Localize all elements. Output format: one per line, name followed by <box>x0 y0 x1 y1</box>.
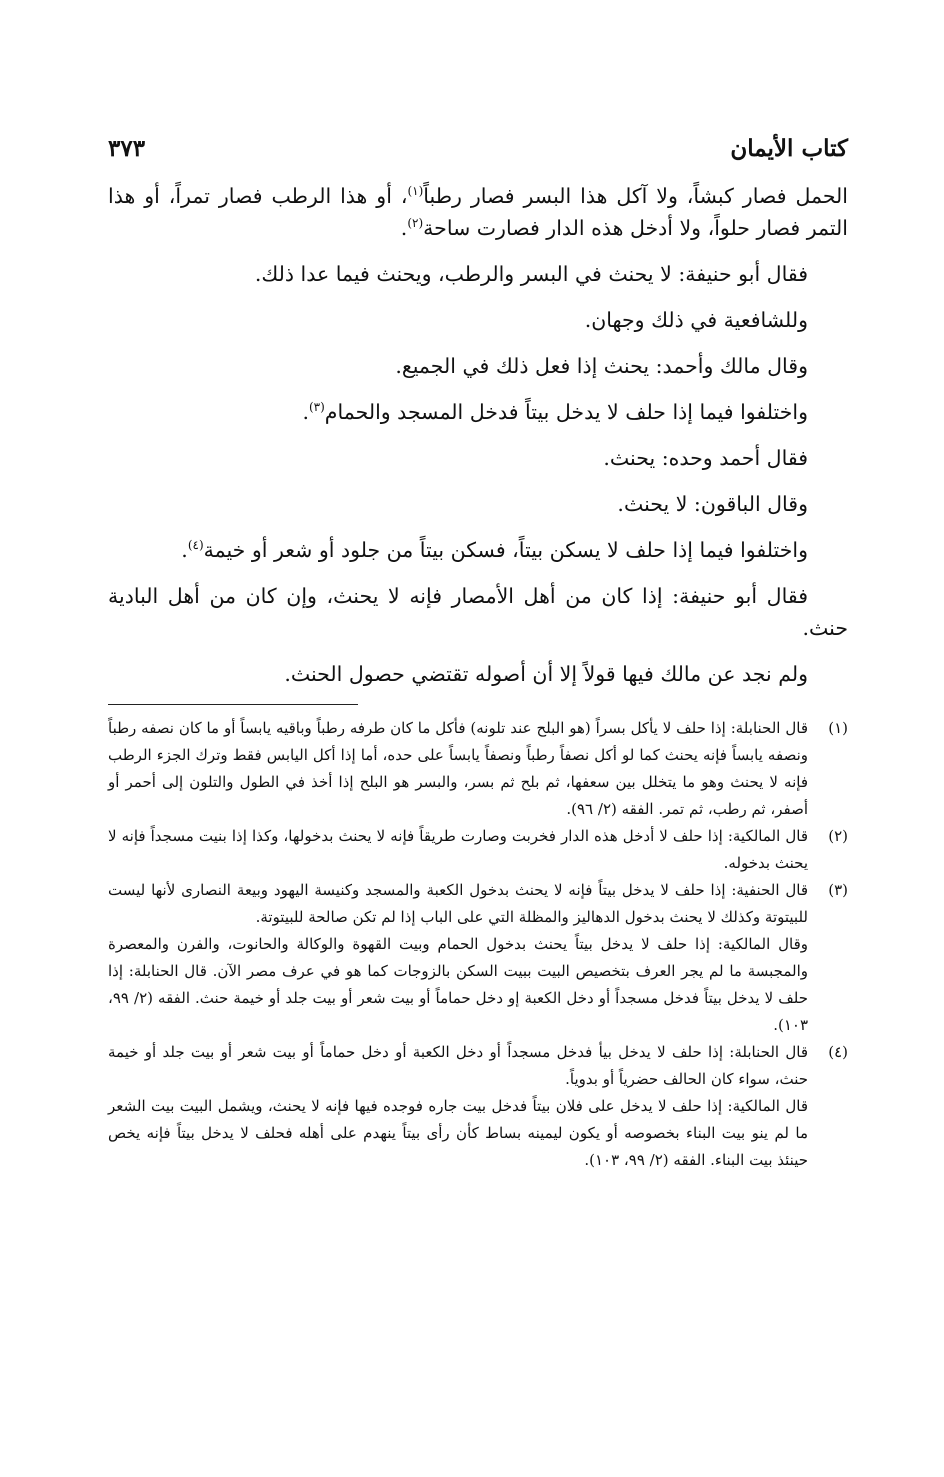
paragraph-4: وقال مالك وأحمد: يحنث إذا فعل ذلك في الجميع. <box>395 354 808 378</box>
footnote-paragraph: قال الحنفية: إذا حلف لا يدخل بيتاً فإنه لا يحنث بدخول الكعبة والمسجد وكنيسة اليهود وبيعة النصارى لأنها ليست للبيتوتة وكذلك لا يحنث بدخول الدهاليز والمظلة التي على الباب إذا لم تكن صالحة للبيتوتة. <box>108 881 808 926</box>
paragraph-1-part-1: الحمل فصار كبشاً، ولا آكل هذا البسر فصار رطباً <box>423 184 848 208</box>
footnote-ref-3: (٣) <box>308 400 325 415</box>
paragraph-9: فقال أبو حنيفة: إذا كان من أهل الأمصار فإنه لا يحنث، وإن كان من أهل البادية حنث. <box>108 584 848 640</box>
footnote-divider <box>108 704 358 705</box>
paragraph-1-part-2: ، أو هذا الرطب فصار تمراً، أو هذا التمر فصار حلواً، ولا أدخل هذه الدار فصارت ساحة <box>108 184 848 240</box>
footnote-paragraph: قال الحنابلة: إذا حلف لا يأكل بسراً (هو البلح عند تلونه) فأكل ما كان طرفه رطباً وباقيه يابساً أو ما كان نصفه رطباً ونصفه يابساً فإنه يحنث كما لو أكل نصفاً رطباً ونصفاً يابساً على حده، أما إذا أكل اليابس فقط وترك الجزء الرطب فإنه لا يحنث وهو ما يتخلل بين سعفها، ثم بلح ثم بسر، والبسر هو البلح إذا أخذ في الطول والتلون إلى أحمر أو أصفر، ثم رطب، ثم تمر. الفقه (٢/ ٩٦). <box>108 719 808 818</box>
paragraph-5-text: واختلفوا فيما إذا حلف لا يدخل بيتاً فدخل المسجد والحمام <box>324 400 808 424</box>
footnote-3 <box>108 877 848 1039</box>
footnote-paragraph: قال الحنابلة: إذا حلف لا يدخل بيأ فدخل مسجداً أو دخل الكعبة أو دخل حماماً أو بيت شعر أو بيت جلد أو خيمة حنث، سواء كان الحالف حضرياً أو بدوياً. <box>108 1043 808 1088</box>
main-text <box>108 180 848 690</box>
paragraph-2: فقال أبو حنيفة: لا يحنث في البسر والرطب، ويحنث فيما عدا ذلك. <box>254 262 808 286</box>
footnote-ref-2: (٢) <box>407 216 424 231</box>
footnote-number: (٤) <box>828 1043 848 1061</box>
paragraph-5 <box>108 396 848 428</box>
book-page <box>108 128 848 1174</box>
paragraph-1 <box>108 180 848 244</box>
footnote-paragraph: قال المالكية: إذا حلف لا يدخل على فلان بيتاً فدخل بيت جاره فوجده فيها فإنه لا يحنث، ويشمل البيت بيت الشعر ما لم ينو بيت البناء بخصوصه أو يكون ليمينه بساط كأن رأى بيتاً ينهدم على أهله فحلف لا يدخل بيتاً فإنه يخص حينئذ بيت البناء. الفقه (٢/ ٩٩، ١٠٣). <box>108 1097 808 1169</box>
footnote-number: (٢) <box>828 827 848 845</box>
footnote-number: (١) <box>828 719 848 737</box>
paragraph-1-end: . <box>400 216 408 240</box>
running-head <box>108 128 848 170</box>
paragraph-7: وقال الباقون: لا يحنث. <box>617 492 808 516</box>
footnote-ref-1: (١) <box>407 184 424 199</box>
footnote-number: (٣) <box>828 881 848 899</box>
paragraph-10: ولم نجد عن مالك فيها قولاً إلا أن أصوله تقتضي حصول الحنث. <box>284 662 808 686</box>
footnote-body <box>108 877 808 1039</box>
footnote-paragraph: وقال المالكية: إذا حلف لا يدخل بيتاً يحنث بدخول الحمام وبيت القهوة والوكالة والحانوت، والفرن والمعصرة والمجبسة ما لم يجر العرف بتخصيص البيت ببيت السكن بالزوجات كما هو في عرف مصر الآن. قال الحنابلة: إذا حلف لا يدخل بيتاً فدخل مسجداً أو دخل الكعبة إو دخل حماماً أو بيت شعر أو بيت جلد أو خيمة حنث. الفقه (٢/ ٩٩، ١٠٣). <box>108 935 809 1034</box>
page-number: ٣٧٣ <box>108 135 146 162</box>
footnote-2 <box>108 823 848 877</box>
footnote-1 <box>108 715 848 823</box>
footnote-paragraph: قال المالكية: إذا حلف لا أدخل هذه الدار فخربت وصارت طريقاً فإنه لا يحنث بدخولها، وكذا إذا بنيت مسجداً فإنه لا يحنث بدخوله. <box>108 827 808 872</box>
book-title: كتاب الأيمان <box>730 135 848 162</box>
footnote-body <box>108 823 808 877</box>
paragraph-5-end: . <box>302 400 309 424</box>
paragraph-8-text: واختلفوا فيما إذا حلف لا يسكن بيتاً، فسكن بيتاً من جلود أو شعر أو خيمة <box>203 538 808 562</box>
footnote-body <box>108 715 808 823</box>
footnote-4 <box>108 1039 848 1174</box>
paragraph-8-end: . <box>181 538 188 562</box>
paragraph-6: فقال أحمد وحده: يحنث. <box>603 446 808 470</box>
footnote-body <box>108 1039 808 1174</box>
footnotes <box>108 715 848 1174</box>
footnote-ref-4: (٤) <box>187 538 204 553</box>
paragraph-3: وللشافعية في ذلك وجهان. <box>584 308 808 332</box>
paragraph-8 <box>108 534 848 566</box>
